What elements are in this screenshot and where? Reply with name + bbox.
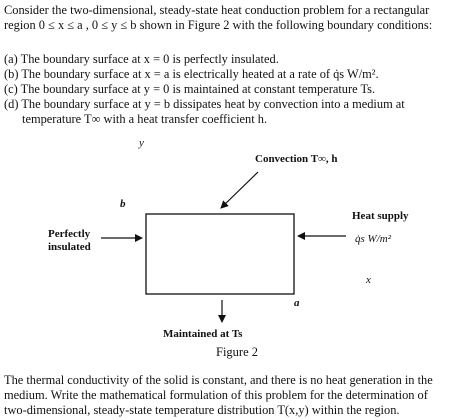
height-label: b (120, 198, 126, 210)
condition-c-text: The boundary surface at y = 0 is maintained at constant temperature Ts. (20, 82, 376, 96)
condition-d-marker: (d) (4, 97, 19, 111)
boundary-conditions-list (4, 52, 470, 127)
condition-b-text: The boundary surface at x = a is electrically heated at a rate of q̇s W/m². (21, 67, 379, 81)
condition-b-marker: (b) (4, 67, 19, 81)
figure-2-diagram (0, 134, 474, 366)
intro-paragraph (4, 3, 470, 33)
convection-arrow (221, 172, 258, 208)
condition-d (4, 97, 470, 112)
intro-line-2: region 0 ≤ x ≤ a , 0 ≤ y ≤ b shown in Figure 2 with the following boundary conditions: (4, 18, 433, 32)
intro-line-1: Consider the two-dimensional, steady-state heat conduction problem for a rectangular (4, 3, 430, 17)
y-axis-label: y (139, 137, 144, 149)
outro-line-3: two-dimensional, steady-state temperature distribution T(x,y) within the region. (4, 403, 400, 417)
convection-label: Convection T∞, h (255, 153, 338, 165)
maintained-label: Maintained at Ts (163, 328, 243, 340)
condition-b (4, 67, 470, 82)
condition-a (4, 52, 470, 67)
outro-paragraph (4, 373, 470, 418)
rectangular-region (146, 214, 294, 294)
outro-line-1: The thermal conductivity of the solid is constant, and there is no heat generation in the (4, 373, 433, 387)
condition-c (4, 82, 470, 97)
figure-caption: Figure 2 (216, 345, 259, 359)
insulated-label-line-1: Perfectly (48, 228, 91, 240)
condition-c-marker: (c) (4, 82, 18, 96)
condition-a-text: The boundary surface at x = 0 is perfectly insulated. (20, 52, 279, 66)
heat-supply-label: Heat supply (352, 210, 409, 222)
condition-a-marker: (a) (4, 52, 18, 66)
width-label: a (294, 297, 300, 309)
condition-d-continuation: temperature T∞ with a heat transfer coefficient h. (22, 112, 268, 126)
insulated-label-line-2: insulated (48, 241, 91, 253)
x-axis-label: x (366, 274, 371, 286)
heat-supply-value: q̇s W/m² (355, 233, 391, 245)
outro-line-2: medium. Write the mathematical formulation of this problem for the determination of (4, 388, 428, 402)
condition-d-text: The boundary surface at y = b dissipates heat by convection into a medium at (21, 97, 405, 111)
